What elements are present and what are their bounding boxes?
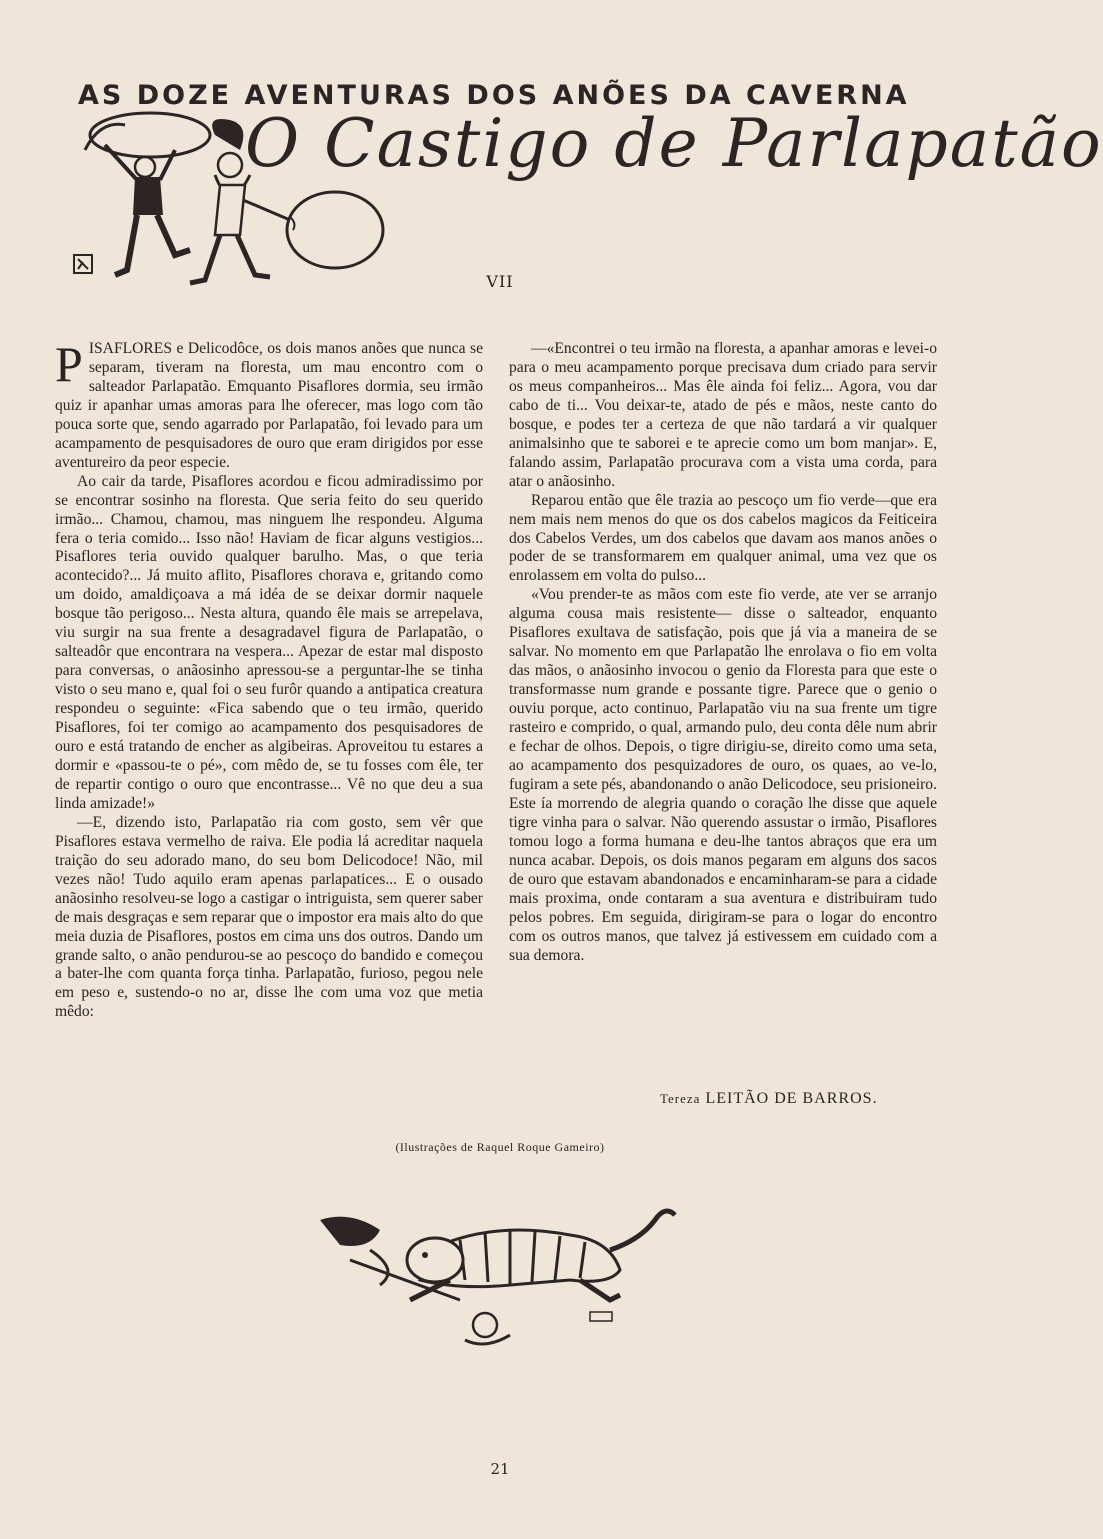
paragraph: «Vou prender-te as mãos com este fio verde, ate ver se arranjo alguma cousa mais resistente— disse o salteador, enquanto Pisaflores exultava de satisfação, pois que já via a maneira de se salvar. No momento em que Parlapatão lhe enrolava o fio em volta das mãos, o anãosinho invocou o genio da Floresta para que este o transformasse num grande e possante tigre. Parece que o genio o ouviu porque, acto continuo, Parlapatão viu na sua frente um tigre rasteiro e comprido, o qual, armando pulo, deu conta dêle num abrir e fechar de olhos. Depois, o tigre dirigiu-se, direito como uma seta, ao acampamento dos pesquizadores de ouro, os quaes, ao ve-lo, fugiram a sete pés, abandonando o anão Delicodoce, seu prisioneiro. Este ía morrendo de alegria quando o coração lhe disse que aquele tigre vinha para o salvar. Não querendo assustar o irmão, Pisaflores tomou logo a forma humana e deu-lhe tantos abraços que era um nunca acabar. Depois, os dois manos pegaram em alguns dos sacos de ouro que estavam abandonados e encaminharam-se para a cidade mais proxima, onde contaram a sua aventura e distribuiram tudo pelos pobres. Em seguida, dirigiram-se para o logar do encontro com os outros manos, que talvez já estivessem em cuidado com a sua demora. xyxy=(509,586,937,964)
drop-cap: P xyxy=(55,336,83,392)
publisher-mark xyxy=(73,254,93,274)
right-column xyxy=(509,340,937,965)
author-signature xyxy=(660,1090,920,1108)
tiger-illustration xyxy=(310,1200,690,1360)
dwarves-illustration xyxy=(65,105,395,295)
paragraph xyxy=(55,336,483,473)
paragraph-text: ISAFLORES e Delicodôce, os dois manos anões que nunca se separam, tiveram na floresta, um mau encontro com o salteador Parlapatão. Emquanto Pisaflores dormia, seu irmão quiz ir apanhar umas amoras para lhe oferecer, mas logo com tão pouca sorte que, sendo agarrado por Parlapatão, foi levado para um acampamento de pesquisadores de ouro que eram dirigidos por esse aventureiro da peor especie. xyxy=(55,340,483,471)
illustration-credit: (Ilustrações de Raquel Roque Gameiro) xyxy=(395,1140,605,1154)
chapter-number: VII xyxy=(486,272,514,291)
author-given-name: Tereza xyxy=(660,1091,701,1106)
story-title: O Castigo de Parlapatão xyxy=(245,105,1103,182)
paragraph: Reparou então que êle trazia ao pescoço um fio verde—que era nem mais nem menos do que os dos cabelos magicos da Feiticeira dos Cabelos Verdes, um dos cabelos que davam aos manos anões o poder de se transformarem em qualquer animal, uma vez que os enrolassem em volta do pulso... xyxy=(509,491,937,585)
paragraph: —«Encontrei o teu irmão na floresta, a apanhar amoras e levei-o para o meu acampamento porque precisava dum criado para servir os meus companheiros... Mas êle ainda foi feliz... Agora, vou dar cabo de ti... Vou deixar-te, atado de pés e mãos, neste canto do bosque, e podes ter a certeza de que não tardará a vir qualquer animalsinho que te saborei e te aprecie como um bom manjar». E, falando assim, Parlapatão procurava com a vista uma corda, para atar o anãosinho. xyxy=(509,340,937,490)
page-number: 21 xyxy=(490,1460,510,1478)
paragraph: —E, dizendo isto, Parlapatão ria com gosto, sem vêr que Pisaflores estava vermelho de raiva. Ele podia lá acreditar naquela traição do seu adorado mano, do seu bom Delicodoce! Não, mil vezes não! Tudo aquilo eram apenas parlapatices... E o ousado anãosinho resolveu-se logo a castigar o intriguista, sem querer saber de mais desgraças e sem reparar que o impostor era mais alto do que meia duzia de Pisaflores, postos em cima uns dos outros. Dando um grande salto, o anão pendurou-se ao pescoço do bandido e começou a bater-lhe com quanta força tinha. Parlapatão, furioso, pegou nele em peso e, sustendo-o no ar, disse lhe com uma voz que metia mêdo: xyxy=(55,813,483,1021)
author-surname: LEITÃO DE BARROS. xyxy=(705,1090,878,1107)
series-title: AS DOZE AVENTURAS DOS ANÕES DA CAVERNA xyxy=(78,80,910,111)
left-column xyxy=(55,336,483,1022)
paragraph: Ao cair da tarde, Pisaflores acordou e ficou admiradissimo por se encontrar sosinho na floresta. Que seria feito do seu querido irmão... Chamou, chamou, mas ninguem lhe respondeu. Alguma fera o teria comido... Isso não! Haviam de ficar alguns vestigios... Pisaflores teria ouvido qualquer barulho. Mas, o que teria acontecido?... Já muito aflito, Pisaflores chorava e, gritando como um doido, amaldiçoava a má idéa de se deixar dormir naquele bosque tão perigoso... Nesta altura, quando êle mais se arrepelava, viu surgir na sua frente a desagradavel figura de Parlapatão, o salteadôr que encontrara na vespera... Apezar de estar mal disposto para conversas, o anãosinho apressou-se a perguntar-lhe se tinha visto o seu mano e, qual foi o seu furôr quando a antipatica creatura respondeu o seguinte: «Fica sabendo que o teu irmão, querido Pisaflores, foi ter comigo ao acampamento dos pesquisadores de ouro e está tratando de encher as algibeiras. Aproveitou tu estares a dormir e «passou-te o pé», com mêdo de, se tu fosses com êle, ter de repartir contigo o ouro que encontrasse... Vê no que deu a sua linda amizade!» xyxy=(55,472,483,812)
